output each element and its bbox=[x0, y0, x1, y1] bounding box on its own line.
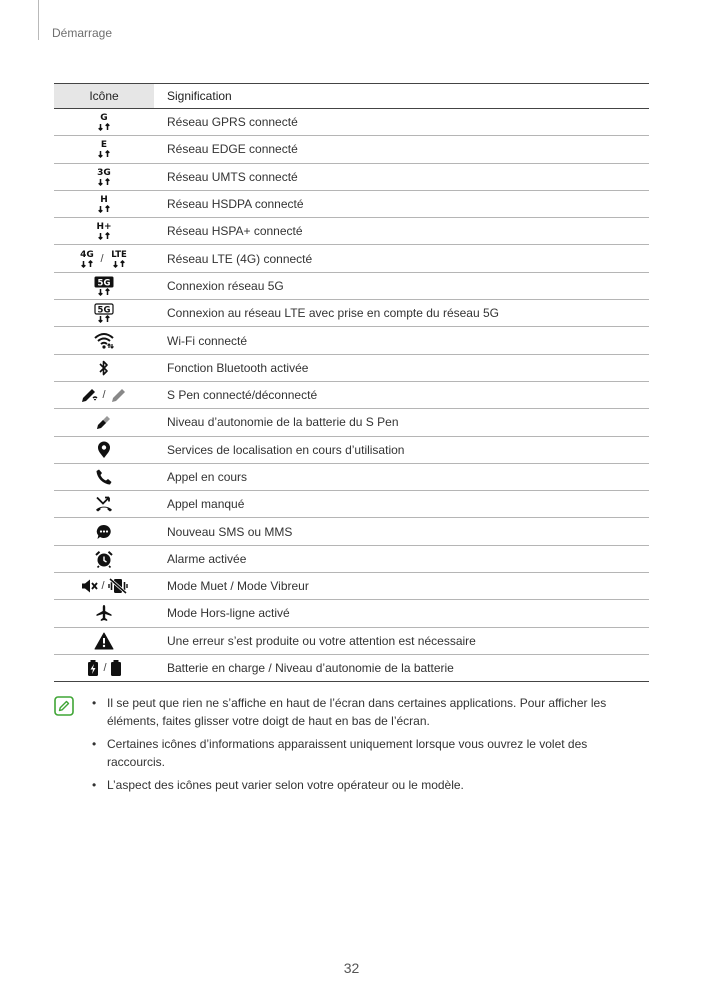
row-meaning: Réseau LTE (4G) connecté bbox=[154, 245, 649, 272]
table-row bbox=[54, 245, 649, 272]
table-row bbox=[54, 627, 649, 654]
row-meaning: Réseau GPRS connecté bbox=[154, 109, 649, 136]
note-text: L’aspect des icônes peut varier selon votre opérateur ou le modèle. bbox=[107, 778, 464, 792]
list-item bbox=[92, 776, 632, 794]
table-row bbox=[54, 190, 649, 217]
warning-icon bbox=[94, 632, 114, 650]
battery-icon bbox=[110, 659, 122, 677]
row-meaning: Réseau HSDPA connecté bbox=[154, 190, 649, 217]
mute-icon bbox=[80, 577, 98, 595]
note-text: Il se peut que rien ne s’affiche en haut de l’écran dans certaines applications. Pour afficher les éléments, faites glisser votre doigt de haut en bas de l’écran. bbox=[107, 696, 607, 728]
row-meaning: Réseau EDGE connecté bbox=[154, 136, 649, 163]
svg-text:5G: 5G bbox=[97, 305, 111, 316]
vibrate-icon bbox=[108, 577, 128, 595]
alarm-icon bbox=[94, 550, 114, 568]
missed-call-icon bbox=[94, 495, 114, 513]
notes-list bbox=[92, 694, 632, 799]
bullet: • bbox=[92, 737, 97, 751]
phone-icon bbox=[95, 468, 113, 486]
row-meaning: Niveau d’autonomie de la batterie du S Pen bbox=[154, 409, 649, 436]
margin-line bbox=[38, 0, 39, 40]
svg-text:3G: 3G bbox=[97, 167, 111, 178]
svg-text:G: G bbox=[100, 113, 108, 124]
icon-separator: / bbox=[101, 580, 105, 593]
row-meaning: Mode Muet / Mode Vibreur bbox=[154, 573, 649, 600]
airplane-icon bbox=[95, 604, 113, 622]
page-number: 32 bbox=[343, 960, 360, 976]
table-row bbox=[54, 463, 649, 490]
wifi-icon bbox=[93, 331, 115, 351]
row-meaning: Appel en cours bbox=[154, 463, 649, 490]
row-meaning: Une erreur s’est produite ou votre attention est nécessaire bbox=[154, 627, 649, 654]
table-row bbox=[54, 381, 649, 408]
network-e-icon bbox=[94, 138, 114, 160]
row-meaning: Réseau UMTS connecté bbox=[154, 163, 649, 190]
network-h-plus-icon bbox=[93, 220, 115, 242]
row-meaning: Réseau HSPA+ connecté bbox=[154, 218, 649, 245]
row-meaning: Mode Hors-ligne activé bbox=[154, 600, 649, 627]
table-row bbox=[54, 354, 649, 381]
table-row bbox=[54, 300, 649, 327]
table-row bbox=[54, 600, 649, 627]
battery-charging-icon bbox=[86, 659, 100, 677]
svg-text:H+: H+ bbox=[96, 222, 112, 233]
table-row bbox=[54, 109, 649, 136]
network-lte-icon bbox=[107, 248, 131, 270]
row-meaning: Nouveau SMS ou MMS bbox=[154, 518, 649, 545]
network-g-icon bbox=[94, 111, 114, 133]
column-header-meaning: Signification bbox=[154, 84, 649, 109]
row-meaning: Services de localisation en cours d’utilisation bbox=[154, 436, 649, 463]
table-row bbox=[54, 327, 649, 354]
status-icons-table bbox=[54, 83, 649, 682]
table-row bbox=[54, 491, 649, 518]
icon-separator: / bbox=[102, 389, 106, 402]
note-pen-icon bbox=[54, 696, 74, 716]
svg-text:5G: 5G bbox=[97, 278, 111, 289]
icon-separator: / bbox=[103, 662, 107, 675]
table-row bbox=[54, 654, 649, 681]
bullet: • bbox=[92, 696, 97, 710]
table-row bbox=[54, 409, 649, 436]
svg-text:E: E bbox=[100, 140, 108, 151]
column-header-icon: Icône bbox=[54, 84, 154, 109]
table-row bbox=[54, 518, 649, 545]
spen-battery-icon bbox=[94, 413, 114, 431]
network-3g-icon bbox=[93, 166, 115, 188]
row-meaning: Connexion au réseau LTE avec prise en compte du réseau 5G bbox=[154, 300, 649, 327]
row-meaning: Fonction Bluetooth activée bbox=[154, 354, 649, 381]
row-meaning: Wi-Fi connecté bbox=[154, 327, 649, 354]
svg-text:LTE: LTE bbox=[110, 249, 127, 260]
spen-connected-icon bbox=[79, 386, 99, 404]
row-meaning: S Pen connecté/déconnecté bbox=[154, 381, 649, 408]
svg-text:4G: 4G bbox=[80, 249, 95, 260]
location-icon bbox=[96, 441, 112, 459]
section-title: Démarrage bbox=[52, 26, 113, 40]
table-row bbox=[54, 272, 649, 299]
table-row bbox=[54, 136, 649, 163]
row-meaning: Batterie en charge / Niveau d’autonomie de la batterie bbox=[154, 654, 649, 681]
row-meaning: Alarme activée bbox=[154, 545, 649, 572]
table-row bbox=[54, 573, 649, 600]
table-header-row bbox=[54, 84, 649, 109]
row-meaning: Connexion réseau 5G bbox=[154, 272, 649, 299]
row-meaning: Appel manqué bbox=[154, 491, 649, 518]
message-icon bbox=[95, 523, 113, 541]
list-item bbox=[92, 694, 632, 730]
table-row bbox=[54, 436, 649, 463]
network-4g-icon bbox=[77, 248, 97, 270]
table-row bbox=[54, 218, 649, 245]
network-5g-icon bbox=[93, 275, 115, 297]
table-row bbox=[54, 545, 649, 572]
icon-separator: / bbox=[100, 252, 104, 265]
spen-disconnected-icon bbox=[109, 386, 129, 404]
svg-text:H: H bbox=[100, 195, 108, 206]
table-row bbox=[54, 163, 649, 190]
bullet: • bbox=[92, 778, 97, 792]
note-text: Certaines icônes d’informations apparaissent uniquement lorsque vous ouvrez le volet des raccourcis. bbox=[107, 737, 588, 769]
bluetooth-icon bbox=[97, 359, 111, 377]
network-h-icon bbox=[94, 193, 114, 215]
network-5g-outline-icon bbox=[93, 302, 115, 324]
list-item bbox=[92, 735, 632, 771]
